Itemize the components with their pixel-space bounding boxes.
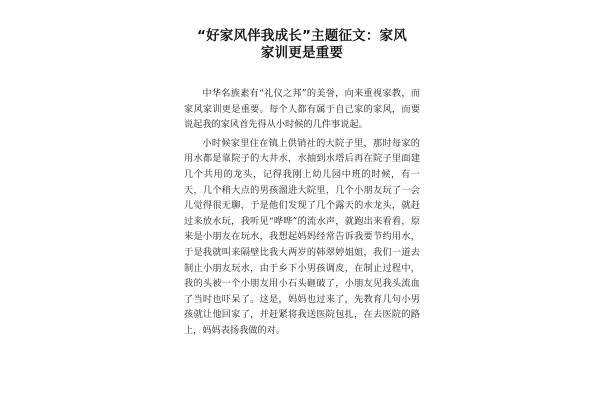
article-body: [184, 86, 420, 339]
article-paragraph-1: 中华名族素有“礼仪之邦”的美誉，向来重视家教，而家风家训更是重要。每个人都有属于自己家的家风，而要说起我的家风首先得从小时候的几件事说起。: [184, 88, 420, 131]
article-title: [184, 28, 420, 62]
article-title-line-2: 家训更是重要: [260, 45, 344, 61]
article-paragraph-2: 小时候家里住在镇上供销社的大院子里，那时每家的用水都是靠院子的大井水，水抽到水塔后再在院子里面建几个共用的龙头，记得我刚上幼儿园中班的时候，有一天，几个稍大点的男孩溜进大院里，几个小朋友玩了一会儿觉得很无聊，于是他们发现了几个露天的水龙头，就赶过来放水玩，我听见“哗哗”的流水声，就跑出来看看，原来是小朋友在玩水，我想起妈妈经常告诉我要节约用水，于是我就叫来隔壁比我大两岁的韩翠婷姐姐，我们一道去制止小朋友玩水，由于乡下小男孩调皮，在制止过程中，我的头被一个小朋友用小石头砸破了，小朋友见我头流血了当时也吓呆了。这是，妈妈也过来了，先教育几句小男孩就让他回家了，并赶紧将我送医院包扎，在去医院的路上，妈妈表扬我做的对。: [184, 137, 420, 336]
article-title-line-1: “好家风伴我成长”主题征文：家风: [197, 28, 407, 44]
article-page: [184, 28, 420, 342]
